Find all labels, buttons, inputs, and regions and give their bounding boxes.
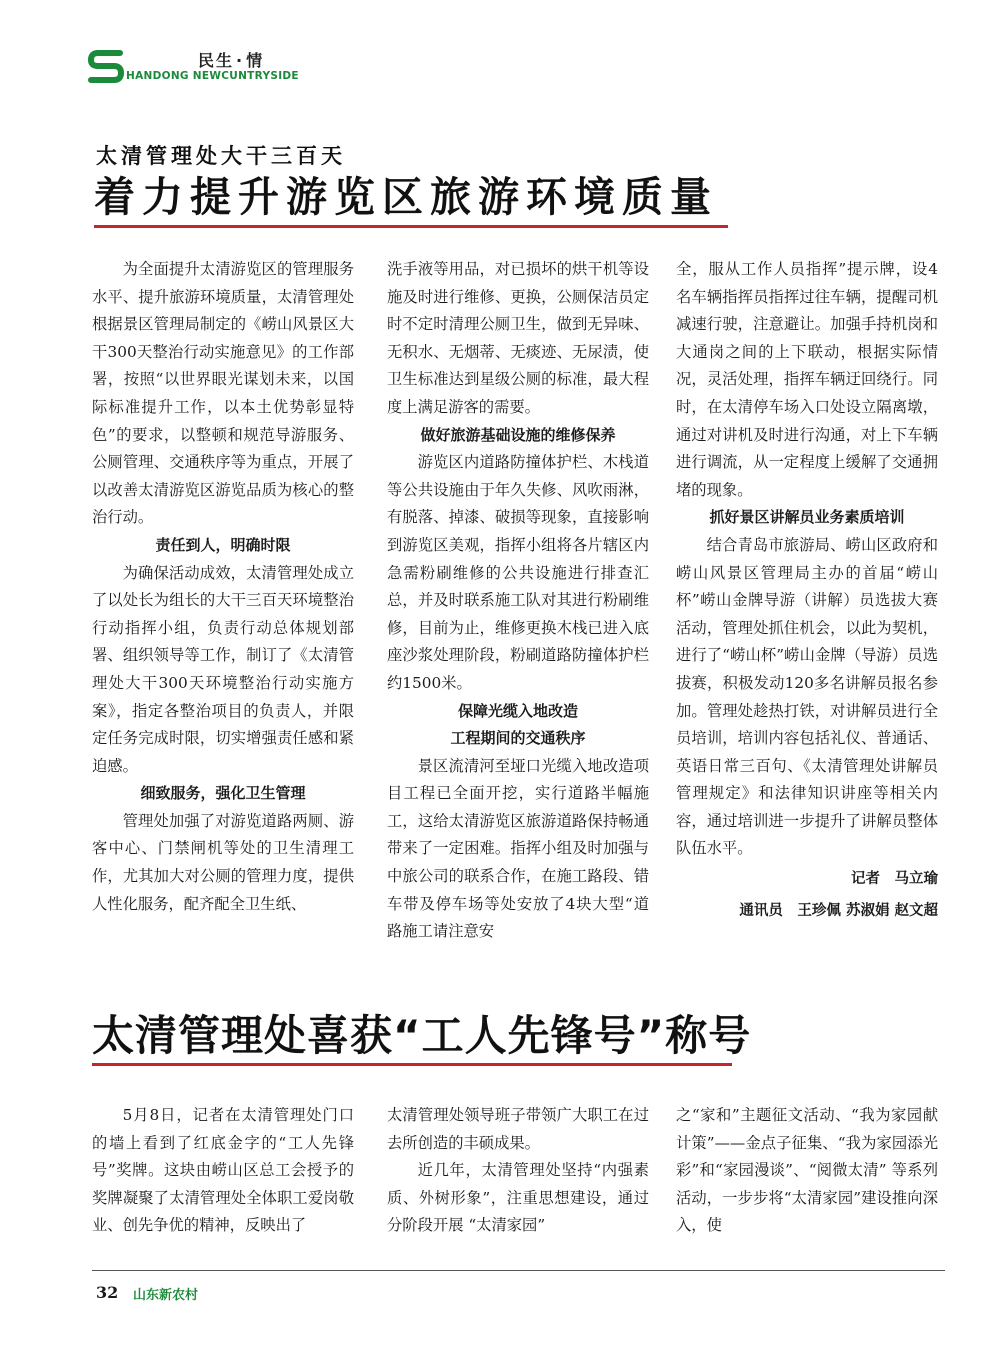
paragraph: 太清管理处领导班子带领广大职工在过去所创造的丰硕成果。 bbox=[387, 1106, 649, 1152]
article2-title: 太清管理处喜获“工人先锋号”称号 bbox=[92, 1011, 752, 1060]
section-heading: 责任到人，明确时限 bbox=[155, 535, 291, 554]
paragraph: 之“家和”主题征文活动、“我为家园献计策”——金点子征集、“我为家园添光彩”和“家园漫谈”、“阅微太清” 等系列活动，一步步将“太清家园”建设推向深入，使 bbox=[676, 1106, 938, 1235]
article1-title-rule bbox=[94, 225, 728, 228]
article1-title: 着力提升游览区旅游环境质量 bbox=[94, 173, 718, 221]
byline-reporter: 记者 马立瑜 bbox=[851, 871, 938, 888]
paragraph: 近几年，太清管理处坚持“内强素质、外树形象”，注重思想建设，通过分阶段开展 “太清家园” bbox=[387, 1161, 649, 1235]
masthead-section bbox=[198, 48, 264, 71]
section-heading: 保障光缆入地改造 bbox=[457, 701, 578, 720]
byline-correspondents: 通讯员 王珍佩 苏淑娟 赵文超 bbox=[739, 903, 938, 920]
article2-column-3 bbox=[676, 1102, 938, 1240]
article1-kicker: 太清管理处大干三百天 bbox=[96, 144, 346, 168]
section-heading: 抓好景区讲解员业务素质培训 bbox=[709, 508, 905, 527]
section-heading: 做好旅游基础设施的维修保养 bbox=[420, 425, 616, 444]
paragraph: 游览区内道路防撞体护栏、木栈道等公共设施由于年久失修、风吹雨淋，有脱落、掉漆、破损等现象，直接影响到游览区美观，指挥小组将各片辖区内急需粉刷维修的公共设施进行排查汇总，并及时联系施工队对其进行粉刷维修，目前为止，维修更换木栈已进入底座沙浆处理阶段，粉刷道路防撞体护栏约1500米。 bbox=[387, 453, 649, 692]
magazine-name: 山东新农村 bbox=[133, 1288, 199, 1303]
article2-column-2 bbox=[387, 1102, 649, 1240]
article2-column-1 bbox=[92, 1102, 354, 1240]
article1-column-3 bbox=[676, 256, 938, 927]
section-heading: 细致服务，强化卫生管理 bbox=[140, 784, 306, 803]
page-number: 32 bbox=[96, 1283, 119, 1302]
paragraph: 为全面提升太清游览区的管理服务水平、提升旅游环境质量，太清管理处根据景区管理局制定的《崂山风景区大干300天整治行动实施意见》的工作部署，按照“以世界眼光谋划未来，以国际标准提升工作，以本土优势彰显特色”的要求，以整顿和规范导游服务、公厕管理、交通秩序等为重点，开展了以改善太清游览区游览品质为核心的整治行动。 bbox=[92, 260, 354, 527]
masthead-section-label: 民生 bbox=[198, 51, 235, 70]
masthead-section-label-2: 情 bbox=[246, 51, 265, 70]
paragraph: 5月8日，记者在太清管理处门口的墙上看到了红底金字的“工人先锋号”奖牌。这块由崂山区总工会授予的奖牌凝聚了太清管理处全体职工爱岗敬业、创先争优的精神，反映出了 bbox=[92, 1106, 354, 1235]
footer-rule bbox=[92, 1270, 945, 1271]
paragraph: 为确保活动成效，太清管理处成立了以处长为组长的大干三百天环境整治行动指挥小组，负责行动总体规划部署、组织领导等工作，制订了《太清管理处大干300天环境整治行动实施方案》，指定各整治项目的负责人，并限定任务完成时限，切实增强责任感和紧迫感。 bbox=[92, 563, 354, 775]
masthead-logo-s bbox=[88, 46, 124, 86]
masthead-dot: · bbox=[236, 51, 245, 70]
article1-column-1 bbox=[92, 256, 354, 918]
masthead-subtitle: HANDONG NEWCUNTRYSIDE bbox=[126, 70, 299, 82]
article1-column-2 bbox=[387, 256, 649, 946]
paragraph: 管理处加强了对游览道路两厕、游客中心、门禁闸机等处的卫生清理工作，尤其加大对公厕的管理力度，提供人性化服务，配齐配全卫生纸、 bbox=[92, 811, 354, 913]
paragraph: 景区流清河至垭口光缆入地改造项目工程已全面开挖，实行道路半幅施工，这给太清游览区旅游道路保持畅通带来了一定困难。指挥小组及时加强与中旅公司的联系合作，在施工路段、错车带及停车场等处安放了4块大型“道路施工请注意安 bbox=[387, 756, 649, 941]
paragraph: 洗手液等用品，对已损坏的烘干机等设施及时进行维修、更换，公厕保洁员定时不定时清理公厕卫生，做到无异味、无积水、无烟蒂、无痰迹、无尿渍，使卫生标准达到星级公厕的标准，最大程度上满足游客的需要。 bbox=[387, 260, 649, 416]
article2-title-rule bbox=[92, 1063, 732, 1066]
paragraph: 结合青岛市旅游局、崂山区政府和崂山风景区管理局主办的首届“崂山杯”崂山金牌导游（讲解）员选拔大赛活动，管理处抓住机会，以此为契机，进行了“崂山杯”崂山金牌（导游）员选拔赛，积极发动120多名讲解员报名参加。管理处趁热打铁，对讲解员进行全员培训，培训内容包括礼仪、普通话、英语日常三百句、《太清管理处讲解员管理规定》和法律知识讲座等相关内容，通过培训进一步提升了讲解员整体队伍水平。 bbox=[676, 535, 938, 858]
section-heading: 工程期间的交通秩序 bbox=[450, 729, 586, 748]
paragraph: 全，服从工作人员指挥”提示牌，设4名车辆指挥员指挥过往车辆，提醒司机减速行驶，注意避让。加强手持机岗和大通岗之间的上下联动，根据实际情况，灵活处理，指挥车辆迂回绕行。同时，在太清停车场入口处设立隔离墩，通过对讲机及时进行沟通，对上下车辆进行调流，从一定程度上缓解了交通拥堵的现象。 bbox=[676, 260, 938, 499]
